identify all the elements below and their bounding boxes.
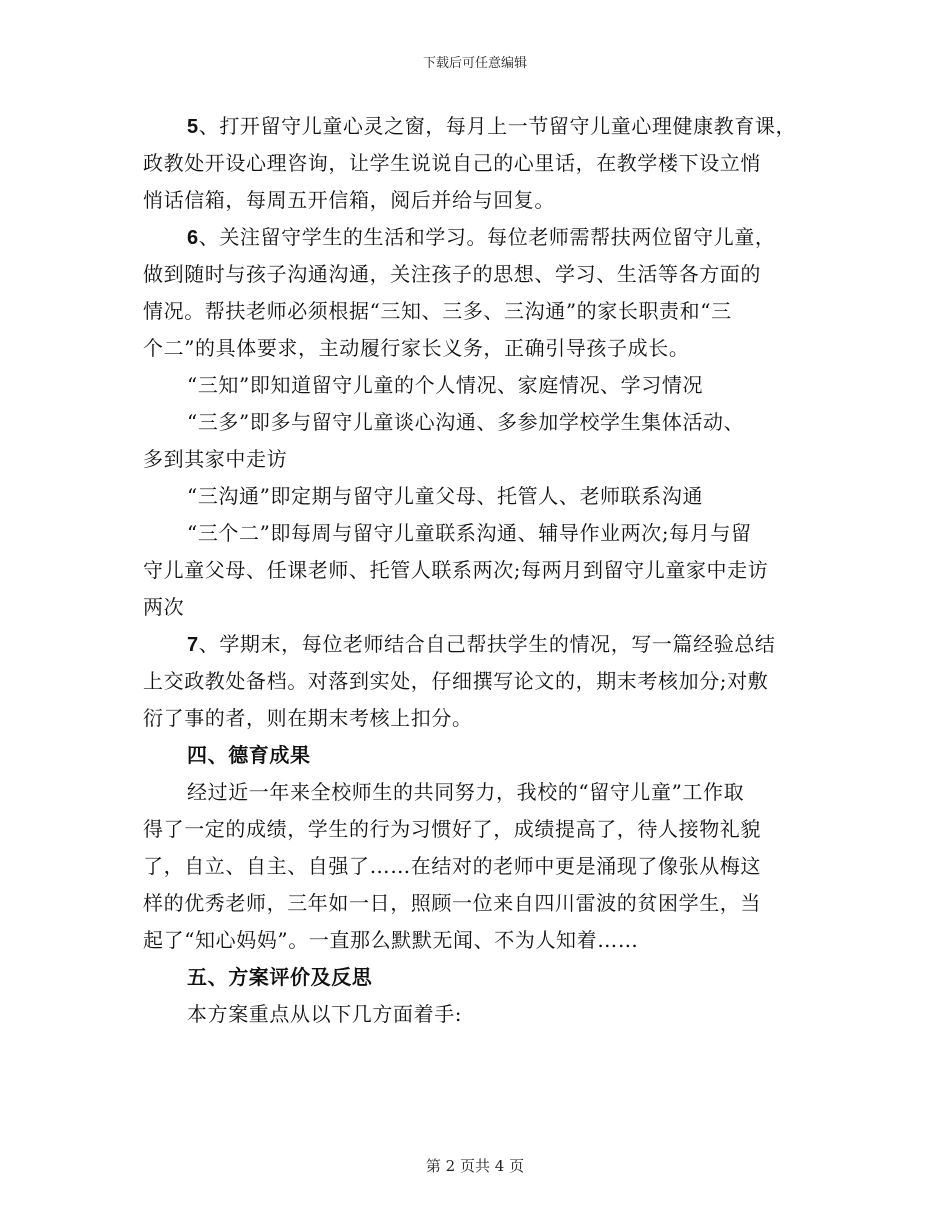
item-number: 6	[187, 227, 199, 249]
text-line	[143, 589, 819, 626]
page-header: 下载后可任意编辑	[422, 56, 527, 71]
text-line	[143, 774, 819, 811]
text-line	[143, 626, 819, 663]
line-text: 样的优秀老师，三年如一日，照顾一位来自四川雷波的贫困学生，当	[143, 891, 761, 915]
section-heading	[143, 737, 819, 774]
text-line	[143, 367, 819, 404]
text-line	[143, 515, 819, 552]
text-line	[143, 441, 819, 478]
page-footer: 第 2 页共 4 页	[425, 1157, 525, 1175]
line-text: 政教处开设心理咨询，让学生说说自己的心里话，在教学楼下设立悄	[143, 151, 761, 175]
document-body	[143, 108, 819, 1033]
line-text: 四、德育成果	[187, 743, 311, 767]
text-line	[143, 404, 819, 441]
line-text: 悄话信箱，每周五开信箱，阅后并给与回复。	[143, 188, 555, 212]
line-text: “三个二”即每周与留守儿童联系沟通、辅导作业两次;每月与留	[187, 521, 752, 545]
text-line	[143, 922, 819, 959]
line-text: 、学期末，每位老师结合自己帮扶学生的情况，写一篇经验总结	[198, 632, 776, 656]
line-text: 经过近一年来全校师生的共同努力，我校的“留守儿童”工作取	[187, 780, 745, 804]
line-text: 得了一定的成绩，学生的行为习惯好了，成绩提高了，待人接物礼貌	[143, 817, 761, 841]
text-line	[143, 811, 819, 848]
line-text: “三知”即知道留守儿童的个人情况、家庭情况、学习情况	[187, 373, 704, 397]
text-line	[143, 478, 819, 515]
line-text: 、关注留守学生的生活和学习。每位老师需帮扶两位留守儿童，	[198, 225, 776, 249]
line-text: 守儿童父母、任课老师、托管人联系两次;每两月到留守儿童家中走访	[143, 558, 769, 582]
item-number: 7	[187, 634, 199, 656]
text-line	[143, 663, 819, 700]
text-line	[143, 108, 819, 145]
line-text: “三沟通”即定期与留守儿童父母、托管人、老师联系沟通	[187, 484, 704, 508]
line-text: 上交政教处备档。对落到实处，仔细撰写论文的，期末考核加分;对敷	[143, 669, 769, 693]
text-line	[143, 182, 819, 219]
line-text: 了，自立、自主、自强了……在结对的老师中更是涌现了像张从梅这	[143, 854, 761, 878]
line-text: 起了“知心妈妈”。一直那么默默无闻、不为人知着……	[143, 928, 639, 952]
item-number: 5	[187, 116, 199, 138]
line-text: 多到其家中走访	[143, 447, 288, 471]
text-line	[143, 552, 819, 589]
line-text: 衍了事的者，则在期末考核上扣分。	[143, 706, 473, 730]
line-text: 本方案重点从以下几方面着手:	[187, 1002, 463, 1026]
text-line	[143, 293, 819, 330]
line-text: 五、方案评价及反思	[187, 965, 373, 989]
line-text: 、打开留守儿童心灵之窗，每月上一节留守儿童心理健康教育课，	[198, 114, 797, 138]
text-line	[143, 219, 819, 256]
text-line	[143, 848, 819, 885]
text-line	[143, 700, 819, 737]
text-line	[143, 885, 819, 922]
section-heading	[143, 959, 819, 996]
line-text: 情况。帮扶老师必须根据“三知、三多、三沟通”的家长职责和“三	[143, 299, 732, 323]
text-line	[143, 145, 819, 182]
text-line	[143, 330, 819, 367]
text-line	[143, 996, 819, 1033]
line-text: 做到随时与孩子沟通沟通，关注孩子的思想、学习、生活等各方面的	[143, 262, 761, 286]
text-line	[143, 256, 819, 293]
line-text: 两次	[143, 595, 185, 619]
line-text: “三多”即多与留守儿童谈心沟通、多参加学校学生集体活动、	[187, 410, 745, 434]
line-text: 个二”的具体要求，主动履行家长义务，正确引导孩子成长。	[143, 336, 690, 360]
